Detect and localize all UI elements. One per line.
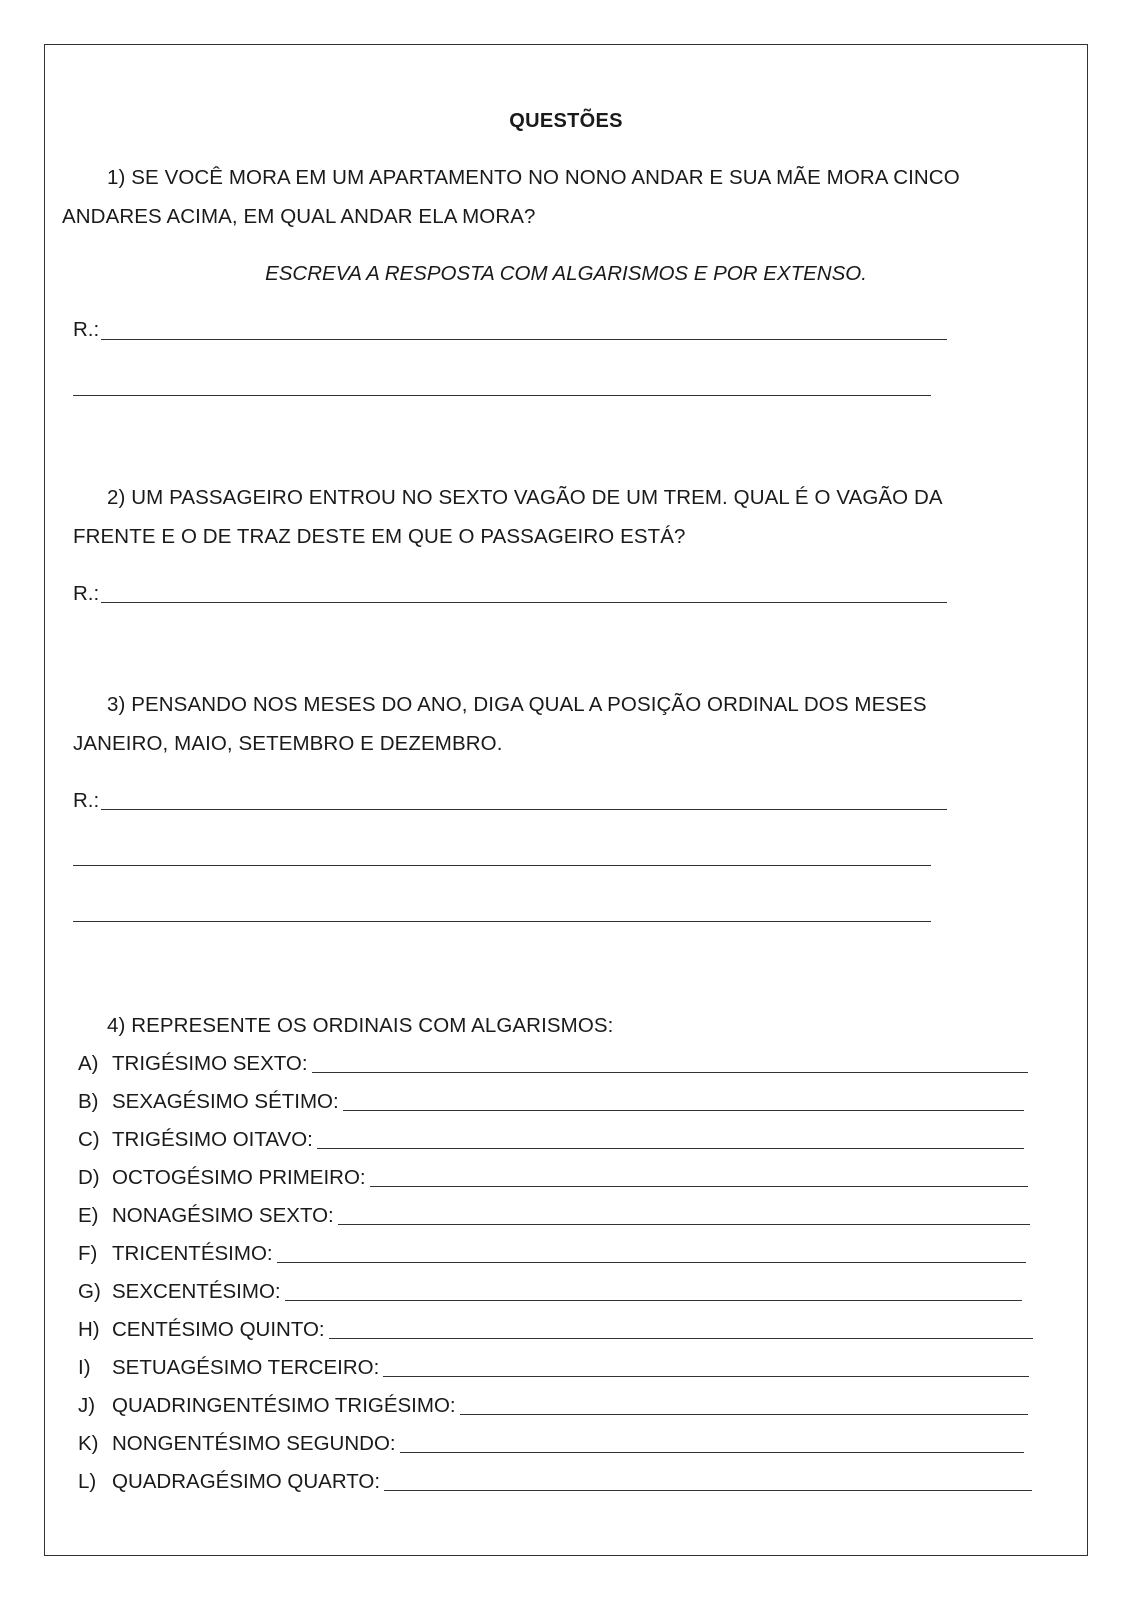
ordinal-answer-line[interactable] [317, 1148, 1024, 1149]
ordinal-row-b [78, 1088, 1024, 1114]
question-1-answer-label: R.: [73, 318, 100, 341]
ordinal-answer-line[interactable] [277, 1262, 1026, 1263]
ordinal-answer-line[interactable] [285, 1300, 1022, 1301]
ordinal-row-j [78, 1392, 1028, 1418]
ordinal-text: NONAGÉSIMO SEXTO: [112, 1204, 334, 1227]
ordinal-row-i [78, 1354, 1029, 1380]
ordinal-row-h [78, 1316, 1033, 1342]
ordinal-letter: G) [78, 1280, 101, 1303]
ordinal-answer-line[interactable] [370, 1186, 1028, 1187]
ordinal-answer-line[interactable] [400, 1452, 1024, 1453]
question-2-line-1: 2) UM PASSAGEIRO ENTROU NO SEXTO VAGÃO DE UM TREM. QUAL É O VAGÃO DA [107, 486, 943, 509]
ordinal-text: SETUAGÉSIMO TERCEIRO: [112, 1356, 380, 1379]
ordinal-text: NONGENTÉSIMO SEGUNDO: [112, 1432, 396, 1455]
question-3-answer-label: R.: [73, 789, 100, 812]
ordinal-answer-line[interactable] [383, 1376, 1029, 1377]
question-1-instruction: ESCREVA A RESPOSTA COM ALGARISMOS E POR EXTENSO. [265, 262, 867, 285]
question-2-answer-label: R.: [73, 582, 100, 605]
ordinal-answer-line[interactable] [343, 1110, 1024, 1111]
ordinal-answer-line[interactable] [384, 1490, 1032, 1491]
ordinal-answer-line[interactable] [338, 1224, 1030, 1225]
question-2-answer-line[interactable] [101, 602, 947, 603]
ordinal-row-d [78, 1164, 1028, 1190]
question-3-line-1: 3) PENSANDO NOS MESES DO ANO, DIGA QUAL A POSIÇÃO ORDINAL DOS MESES [107, 693, 927, 716]
ordinal-text: TRIGÉSIMO SEXTO: [112, 1052, 308, 1075]
ordinal-letter: E) [78, 1204, 99, 1227]
ordinal-letter: H) [78, 1318, 100, 1341]
ordinal-letter: J) [78, 1394, 96, 1417]
ordinal-text: CENTÉSIMO QUINTO: [112, 1318, 325, 1341]
ordinal-row-f [78, 1240, 1026, 1266]
ordinal-letter: I) [78, 1356, 91, 1379]
ordinal-row-c [78, 1126, 1024, 1152]
question-2-line-2: FRENTE E O DE TRAZ DESTE EM QUE O PASSAGEIRO ESTÁ? [73, 525, 686, 548]
question-3-answer-line-1[interactable] [101, 809, 947, 810]
question-1-line-2: ANDARES ACIMA, EM QUAL ANDAR ELA MORA? [62, 205, 536, 228]
ordinal-text: OCTOGÉSIMO PRIMEIRO: [112, 1166, 366, 1189]
question-1-answer-line-1[interactable] [101, 339, 947, 340]
page-title: QUESTÕES [509, 110, 623, 132]
ordinal-text: TRICENTÉSIMO: [112, 1242, 273, 1265]
question-3-answer-line-2[interactable] [73, 865, 931, 866]
ordinal-letter: A) [78, 1052, 99, 1075]
ordinal-letter: L) [78, 1470, 97, 1493]
ordinal-text: QUADRAGÉSIMO QUARTO: [112, 1470, 381, 1493]
question-1-answer-line-2[interactable] [73, 395, 931, 396]
ordinal-letter: B) [78, 1090, 99, 1113]
ordinal-answer-line[interactable] [312, 1072, 1028, 1073]
ordinal-letter: K) [78, 1432, 99, 1455]
ordinal-letter: D) [78, 1166, 100, 1189]
ordinal-row-e [78, 1202, 1030, 1228]
ordinal-answer-line[interactable] [329, 1338, 1033, 1339]
ordinal-row-g [78, 1278, 1022, 1304]
question-3-line-2: JANEIRO, MAIO, SETEMBRO E DEZEMBRO. [73, 732, 503, 755]
ordinal-text: SEXAGÉSIMO SÉTIMO: [112, 1090, 339, 1113]
ordinal-letter: F) [78, 1242, 98, 1265]
question-4-heading: 4) REPRESENTE OS ORDINAIS COM ALGARISMOS: [107, 1014, 614, 1037]
question-1-line-1: 1) SE VOCÊ MORA EM UM APARTAMENTO NO NONO ANDAR E SUA MÃE MORA CINCO [107, 166, 960, 189]
ordinal-text: TRIGÉSIMO OITAVO: [112, 1128, 313, 1151]
ordinal-row-k [78, 1430, 1024, 1456]
ordinal-row-l [78, 1468, 1032, 1494]
ordinal-letter: C) [78, 1128, 100, 1151]
ordinal-answer-line[interactable] [460, 1414, 1028, 1415]
ordinal-text: SEXCENTÉSIMO: [112, 1280, 281, 1303]
question-3-answer-line-3[interactable] [73, 921, 931, 922]
ordinal-text: QUADRINGENTÉSIMO TRIGÉSIMO: [112, 1394, 456, 1417]
ordinal-row-a [78, 1050, 1028, 1076]
